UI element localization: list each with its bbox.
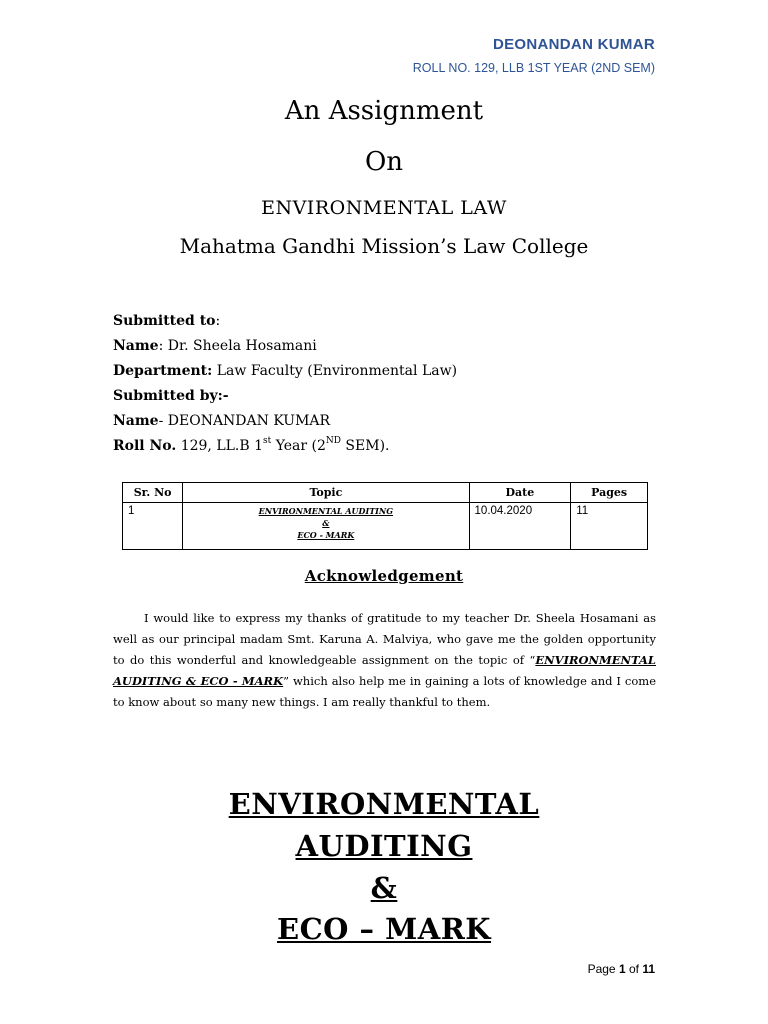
header-roll-number: ROLL NO. 129, LLB 1ST YEAR (2ND SEM) <box>412 61 655 75</box>
of-word: of <box>625 962 643 976</box>
student-name-row <box>113 413 330 429</box>
submitted-to-colon: : <box>215 313 221 329</box>
header-topic: Topic <box>183 483 469 503</box>
topic-line-2: & <box>322 518 330 528</box>
roll-sup-b: ND <box>325 436 341 447</box>
acknowledgement-paragraph <box>113 608 656 713</box>
roll-row <box>113 438 390 454</box>
submitted-to-label: Submitted to <box>113 313 216 329</box>
acknowledgement-heading: Acknowledgement <box>304 567 464 585</box>
department-row <box>113 363 457 379</box>
student-name: - DEONANDAN KUMAR <box>158 413 331 429</box>
submitted-by-label: Submitted by:- <box>113 388 229 404</box>
header-pages: Pages <box>571 483 648 503</box>
page-number: 1 <box>618 962 626 976</box>
ack-emphasis: ENVIRONMENTAL AUDITING & ECO - MARK <box>113 653 656 688</box>
cell-sr-no: 1 <box>123 503 183 550</box>
submitted-to-row <box>113 313 220 329</box>
topic-table <box>122 482 648 550</box>
page-word: Page <box>587 962 619 976</box>
header-author-name: DEONANDAN KUMAR <box>493 36 655 53</box>
ack-text-before: I would like to express my thanks of gratitude to my teacher Dr. Sheela Hosamani as well as our principal madam Smt. Karuna A. Malviya, who gave me the golden opportunity to do this wonderful and knowledgeable assignment on the topic of “ <box>113 611 656 667</box>
roll-value-b: Year (2 <box>271 438 326 454</box>
table-row <box>123 503 648 550</box>
title-line-1: An Assignment <box>284 96 484 126</box>
page-footer <box>588 962 655 976</box>
big-title-line-1: ENVIRONMENTAL <box>228 787 540 821</box>
name-label: Name <box>113 338 159 354</box>
header-date: Date <box>469 483 571 503</box>
department-value: Law Faculty (Environmental Law) <box>212 363 458 379</box>
roll-label: Roll No. <box>113 438 177 454</box>
student-name-label: Name <box>113 413 159 429</box>
cell-date: 10.04.2020 <box>469 503 571 550</box>
cell-pages: 11 <box>571 503 648 550</box>
roll-value-c: SEM). <box>340 438 390 454</box>
teacher-name: : Dr. Sheela Hosamani <box>158 338 317 354</box>
header-sr-no: Sr. No <box>123 483 183 503</box>
subject-title: ENVIRONMENTAL LAW <box>261 197 507 219</box>
ack-text-after: ” which also help me in gaining a lots of knowledge and I come to know about so many new things. I am really thankful to them. <box>113 674 657 709</box>
teacher-name-row <box>113 338 317 354</box>
department-label: Department: <box>113 363 213 379</box>
page-total: 11 <box>642 962 655 976</box>
topic-line-1: ENVIRONMENTAL AUDITING <box>258 506 394 516</box>
cell-topic <box>183 503 469 550</box>
big-title-line-3: & <box>370 871 398 905</box>
submitted-by-row <box>113 388 229 404</box>
college-name: Mahatma Gandhi Mission’s Law College <box>179 234 589 258</box>
big-title-line-2: AUDITING <box>295 829 473 863</box>
big-title-line-4: ECO – MARK <box>276 912 492 946</box>
table-header-row <box>123 483 648 503</box>
roll-value-a: 129, LL.B 1 <box>176 438 264 454</box>
title-line-2: On <box>364 147 404 177</box>
topic-line-3: ECO - MARK <box>297 530 355 540</box>
roll-sup-a: st <box>263 436 272 447</box>
